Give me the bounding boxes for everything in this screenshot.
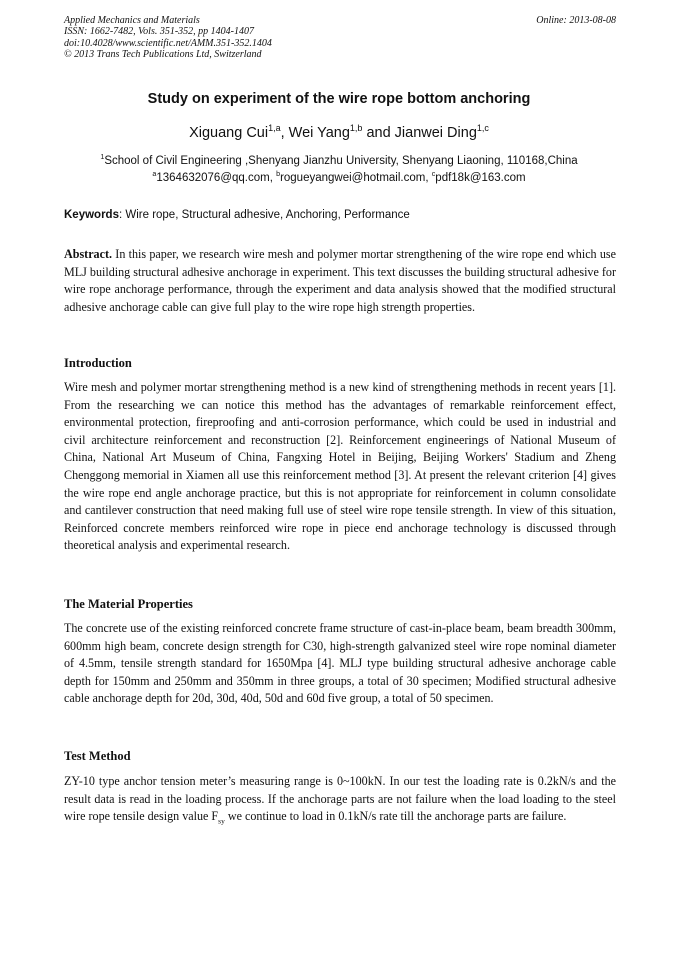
section-heading-introduction: Introduction	[64, 356, 132, 370]
abstract-paragraph	[64, 246, 616, 316]
email-superscript: c	[431, 170, 436, 179]
author-separator: ,	[280, 125, 289, 141]
journal-name: Applied Mechanics and Materials	[64, 15, 200, 26]
test-text-part: ZY-10 type anchor tension meter’s measuring range is 0~100kN. In our test the loading rate is 0.2kN/s and the result data is read in the loading process. If the anchorage parts are not failure when the load loading to the steel wire rope tensile design value F	[64, 774, 616, 824]
abstract-text: In this paper, we research wire mesh and polymer mortar strengthening of the wire rope end which use MLJ building structural adhesive anchorage in experiment. This text discusses the building structural adhesive for wire rope anchorage performance, through the experiment and data analysis showed that the modified structural adhesive anchorage cable can give full play to the wire rope high strength properties.	[64, 247, 616, 314]
email-address: 1364632076@qq.com	[156, 172, 270, 184]
author-name: Jianwei Ding	[394, 125, 477, 141]
paper-title: Study on experiment of the wire rope bottom anchoring	[147, 91, 531, 107]
journal-header	[64, 15, 616, 61]
author-name: Wei Yang	[288, 125, 350, 141]
author-superscript: 1,c	[476, 123, 489, 134]
copyright-line: © 2013 Trans Tech Publications Ltd, Switzerland	[64, 49, 262, 61]
email-address: pdf18k@163.com	[435, 172, 526, 184]
email-address: rogueyangwei@hotmail.com	[280, 172, 426, 184]
journal-info	[64, 15, 272, 61]
email-line	[0, 170, 678, 187]
keywords-text: : Wire rope, Structural adhesive, Anchoring, Performance	[118, 209, 410, 221]
email-separator: ,	[269, 172, 277, 184]
issn-line: ISSN: 1662-7482, Vols. 351-352, pp 1404-1407	[64, 26, 254, 38]
test-text-part: we continue to load in 0.1kN/s rate till the anchorage parts are failure.	[224, 809, 567, 824]
author-superscript: 1,b	[349, 123, 363, 134]
online-date: Online: 2013-08-08	[536, 15, 616, 26]
email-separator: ,	[425, 172, 432, 184]
author-name: Xiguang Cui	[189, 125, 269, 141]
keywords-line	[64, 209, 616, 221]
abstract-label: Abstract.	[64, 247, 113, 261]
author-list	[0, 125, 678, 141]
email-superscript: b	[276, 170, 281, 179]
test-method-paragraph	[64, 773, 616, 826]
affiliation-block	[0, 153, 678, 187]
affiliation-text: School of Civil Engineering ,Shenyang Jianzhu University, Shenyang Liaoning, 110168,China	[104, 155, 578, 167]
section-heading-test-method: Test Method	[64, 749, 131, 763]
doi-line: doi:10.4028/www.scientific.net/AMM.351-352.1404	[64, 37, 272, 49]
introduction-paragraph: Wire mesh and polymer mortar strengthening method is a new kind of strengthening methods in recent years [1]. From the researching we can notice this method has the advantages of remarkable reinforcement effect, environmental protection, fireproofing and anti-corrosion performance, which could be used in industrial and civil architecture reinforcement and reconstruction [2]. Reinforcement engineerings of National Museum of China, National Art Museum of China, Fangxing Hotel in Beijing, Beijing Workers' Stadium and Zheng Chenggong memorial in Xiamen all use this reinforcement method [3]. At present the relevant criterion [4] gives the wire rope end angle anchorage practice, but this is not appropriate for reinforcement in column consolidate and cantilever construction that need making full use of steel wire rope tensile strength. In view of this situation, Reinforced concrete members reinforced wire rope in piece end anchorage technology is discussed through theoretical analysis and experimental research.	[64, 380, 616, 553]
author-separator: and	[362, 125, 395, 141]
affiliation-superscript: 1	[100, 153, 105, 162]
email-superscript: a	[152, 170, 157, 179]
affiliation-line	[0, 153, 678, 170]
force-subscript: sy	[218, 816, 225, 826]
author-superscript: 1,a	[268, 123, 281, 134]
material-paragraph: The concrete use of the existing reinforced concrete frame structure of cast-in-place beam, beam breadth 300mm, 600mm high beam, concrete design strength for C30, high-strength galvanized steel wire rope nominal diameter of 4.5mm, tensile strength standard for 1650Mpa [4]. MLJ type building structural adhesive anchorage cable depth for 150mm and 250mm and 350mm in three groups, a total of 30 specimen; Modified structural adhesive cable anchorage depth for 20d, 30d, 40d, 50d and 60d five group, a total of 50 specimen.	[64, 621, 616, 706]
section-heading-material: The Material Properties	[64, 597, 193, 611]
keywords-label: Keywords	[64, 209, 119, 221]
